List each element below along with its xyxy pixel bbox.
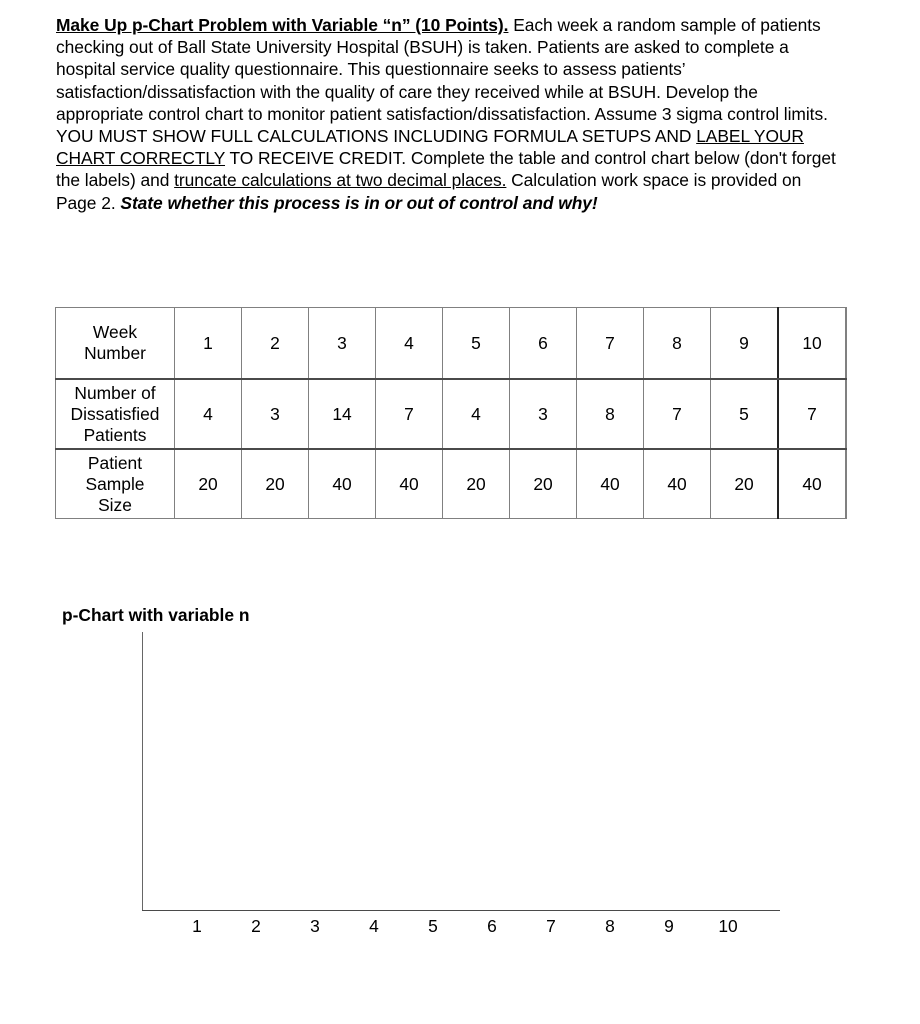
emphasis-truncate-calculations: truncate calculations at two decimal places. bbox=[174, 170, 507, 191]
cell-sample-size-6: 20 bbox=[510, 449, 577, 519]
row-header-line: Patients bbox=[83, 424, 147, 445]
cell-dissatisfied-6: 3 bbox=[510, 379, 577, 449]
cell-dissatisfied-3: 14 bbox=[309, 379, 376, 449]
table-row bbox=[56, 449, 847, 519]
cell-sample-size-9: 20 bbox=[711, 449, 779, 519]
cell-dissatisfied-8: 7 bbox=[644, 379, 711, 449]
problem-heading: Make Up p-Chart Problem with Variable “n” (10 Points). bbox=[56, 15, 509, 35]
x-tick-label-6: 6 bbox=[487, 916, 497, 936]
x-tick-label-3: 3 bbox=[310, 916, 320, 936]
cell-week-4: 4 bbox=[376, 308, 443, 380]
cell-week-9: 9 bbox=[711, 308, 779, 380]
row-header-week-number bbox=[56, 308, 175, 380]
x-tick-label-5: 5 bbox=[428, 916, 438, 936]
cell-week-6: 6 bbox=[510, 308, 577, 380]
cell-week-7: 7 bbox=[577, 308, 644, 380]
problem-text-part-1: Each week a random sample of patients checking out of Ball State University Hospital (BSUH) is taken. Patients are asked to complete a hospital service quality questionnaire. This questionnaire seeks to assess patients’ satisfaction/dissatisfaction with the quality of care they received while at BSUH. Develop the appropriate control chart to monitor patient satisfaction/dissatisfaction. Assume 3 sigma control limits. YOU MUST SHOW FULL CALCULATIONS INCLUDING FORMULA SETUPS AND bbox=[56, 15, 828, 147]
problem-text-part-2: TO RECEIVE CREDIT. Complete the table and control chart below (don't forget the labels) and bbox=[56, 148, 836, 191]
x-tick-label-1: 1 bbox=[192, 916, 202, 936]
cell-sample-size-2: 20 bbox=[242, 449, 309, 519]
chart-title: p-Chart with variable n bbox=[62, 605, 250, 625]
emphasis-label-your-chart-correctly: LABEL YOUR CHART CORRECTLY bbox=[56, 126, 804, 169]
cell-sample-size-7: 40 bbox=[577, 449, 644, 519]
row-header-line: Number of bbox=[74, 382, 156, 403]
cell-dissatisfied-7: 8 bbox=[577, 379, 644, 449]
cell-dissatisfied-5: 4 bbox=[443, 379, 510, 449]
cell-dissatisfied-4: 7 bbox=[376, 379, 443, 449]
cell-sample-size-10: 40 bbox=[778, 449, 846, 519]
x-tick-label-2: 2 bbox=[251, 916, 261, 936]
row-header-line: Patient bbox=[87, 452, 143, 473]
cell-dissatisfied-2: 3 bbox=[242, 379, 309, 449]
chart-plot-area bbox=[142, 632, 780, 910]
row-header-line: Week bbox=[92, 322, 138, 342]
row-header-number-of-dissatisfied-patients bbox=[56, 379, 175, 449]
row-header-line: Sample bbox=[85, 473, 145, 494]
cell-dissatisfied-9: 5 bbox=[711, 379, 779, 449]
x-tick-label-8: 8 bbox=[605, 916, 615, 936]
cell-sample-size-1: 20 bbox=[175, 449, 242, 519]
cell-week-10: 10 bbox=[778, 308, 846, 380]
chart-y-axis bbox=[142, 632, 143, 911]
cell-sample-size-4: 40 bbox=[376, 449, 443, 519]
cell-dissatisfied-1: 4 bbox=[175, 379, 242, 449]
data-table bbox=[55, 307, 847, 519]
cell-week-1: 1 bbox=[175, 308, 242, 380]
x-tick-label-9: 9 bbox=[664, 916, 674, 936]
table-row bbox=[56, 379, 847, 449]
row-header-line: Size bbox=[98, 494, 132, 515]
x-tick-label-10: 10 bbox=[718, 916, 738, 936]
cell-sample-size-3: 40 bbox=[309, 449, 376, 519]
cell-week-5: 5 bbox=[443, 308, 510, 380]
cell-sample-size-8: 40 bbox=[644, 449, 711, 519]
row-header-line: Number bbox=[84, 343, 146, 363]
cell-week-3: 3 bbox=[309, 308, 376, 380]
row-header-line: Dissatisfied bbox=[70, 403, 160, 424]
cell-sample-size-5: 20 bbox=[443, 449, 510, 519]
table-row bbox=[56, 308, 847, 380]
chart-x-axis bbox=[142, 910, 780, 911]
cell-week-8: 8 bbox=[644, 308, 711, 380]
x-tick-label-4: 4 bbox=[369, 916, 379, 936]
problem-statement bbox=[56, 14, 846, 214]
cell-dissatisfied-10: 7 bbox=[778, 379, 846, 449]
row-header-patient-sample-size bbox=[56, 449, 175, 519]
x-tick-label-7: 7 bbox=[546, 916, 556, 936]
problem-text-part-3: Calculation work space is provided on Page 2. bbox=[56, 170, 802, 213]
emphasis-state-whether-in-control: State whether this process is in or out of control and why! bbox=[120, 192, 598, 213]
cell-week-2: 2 bbox=[242, 308, 309, 380]
